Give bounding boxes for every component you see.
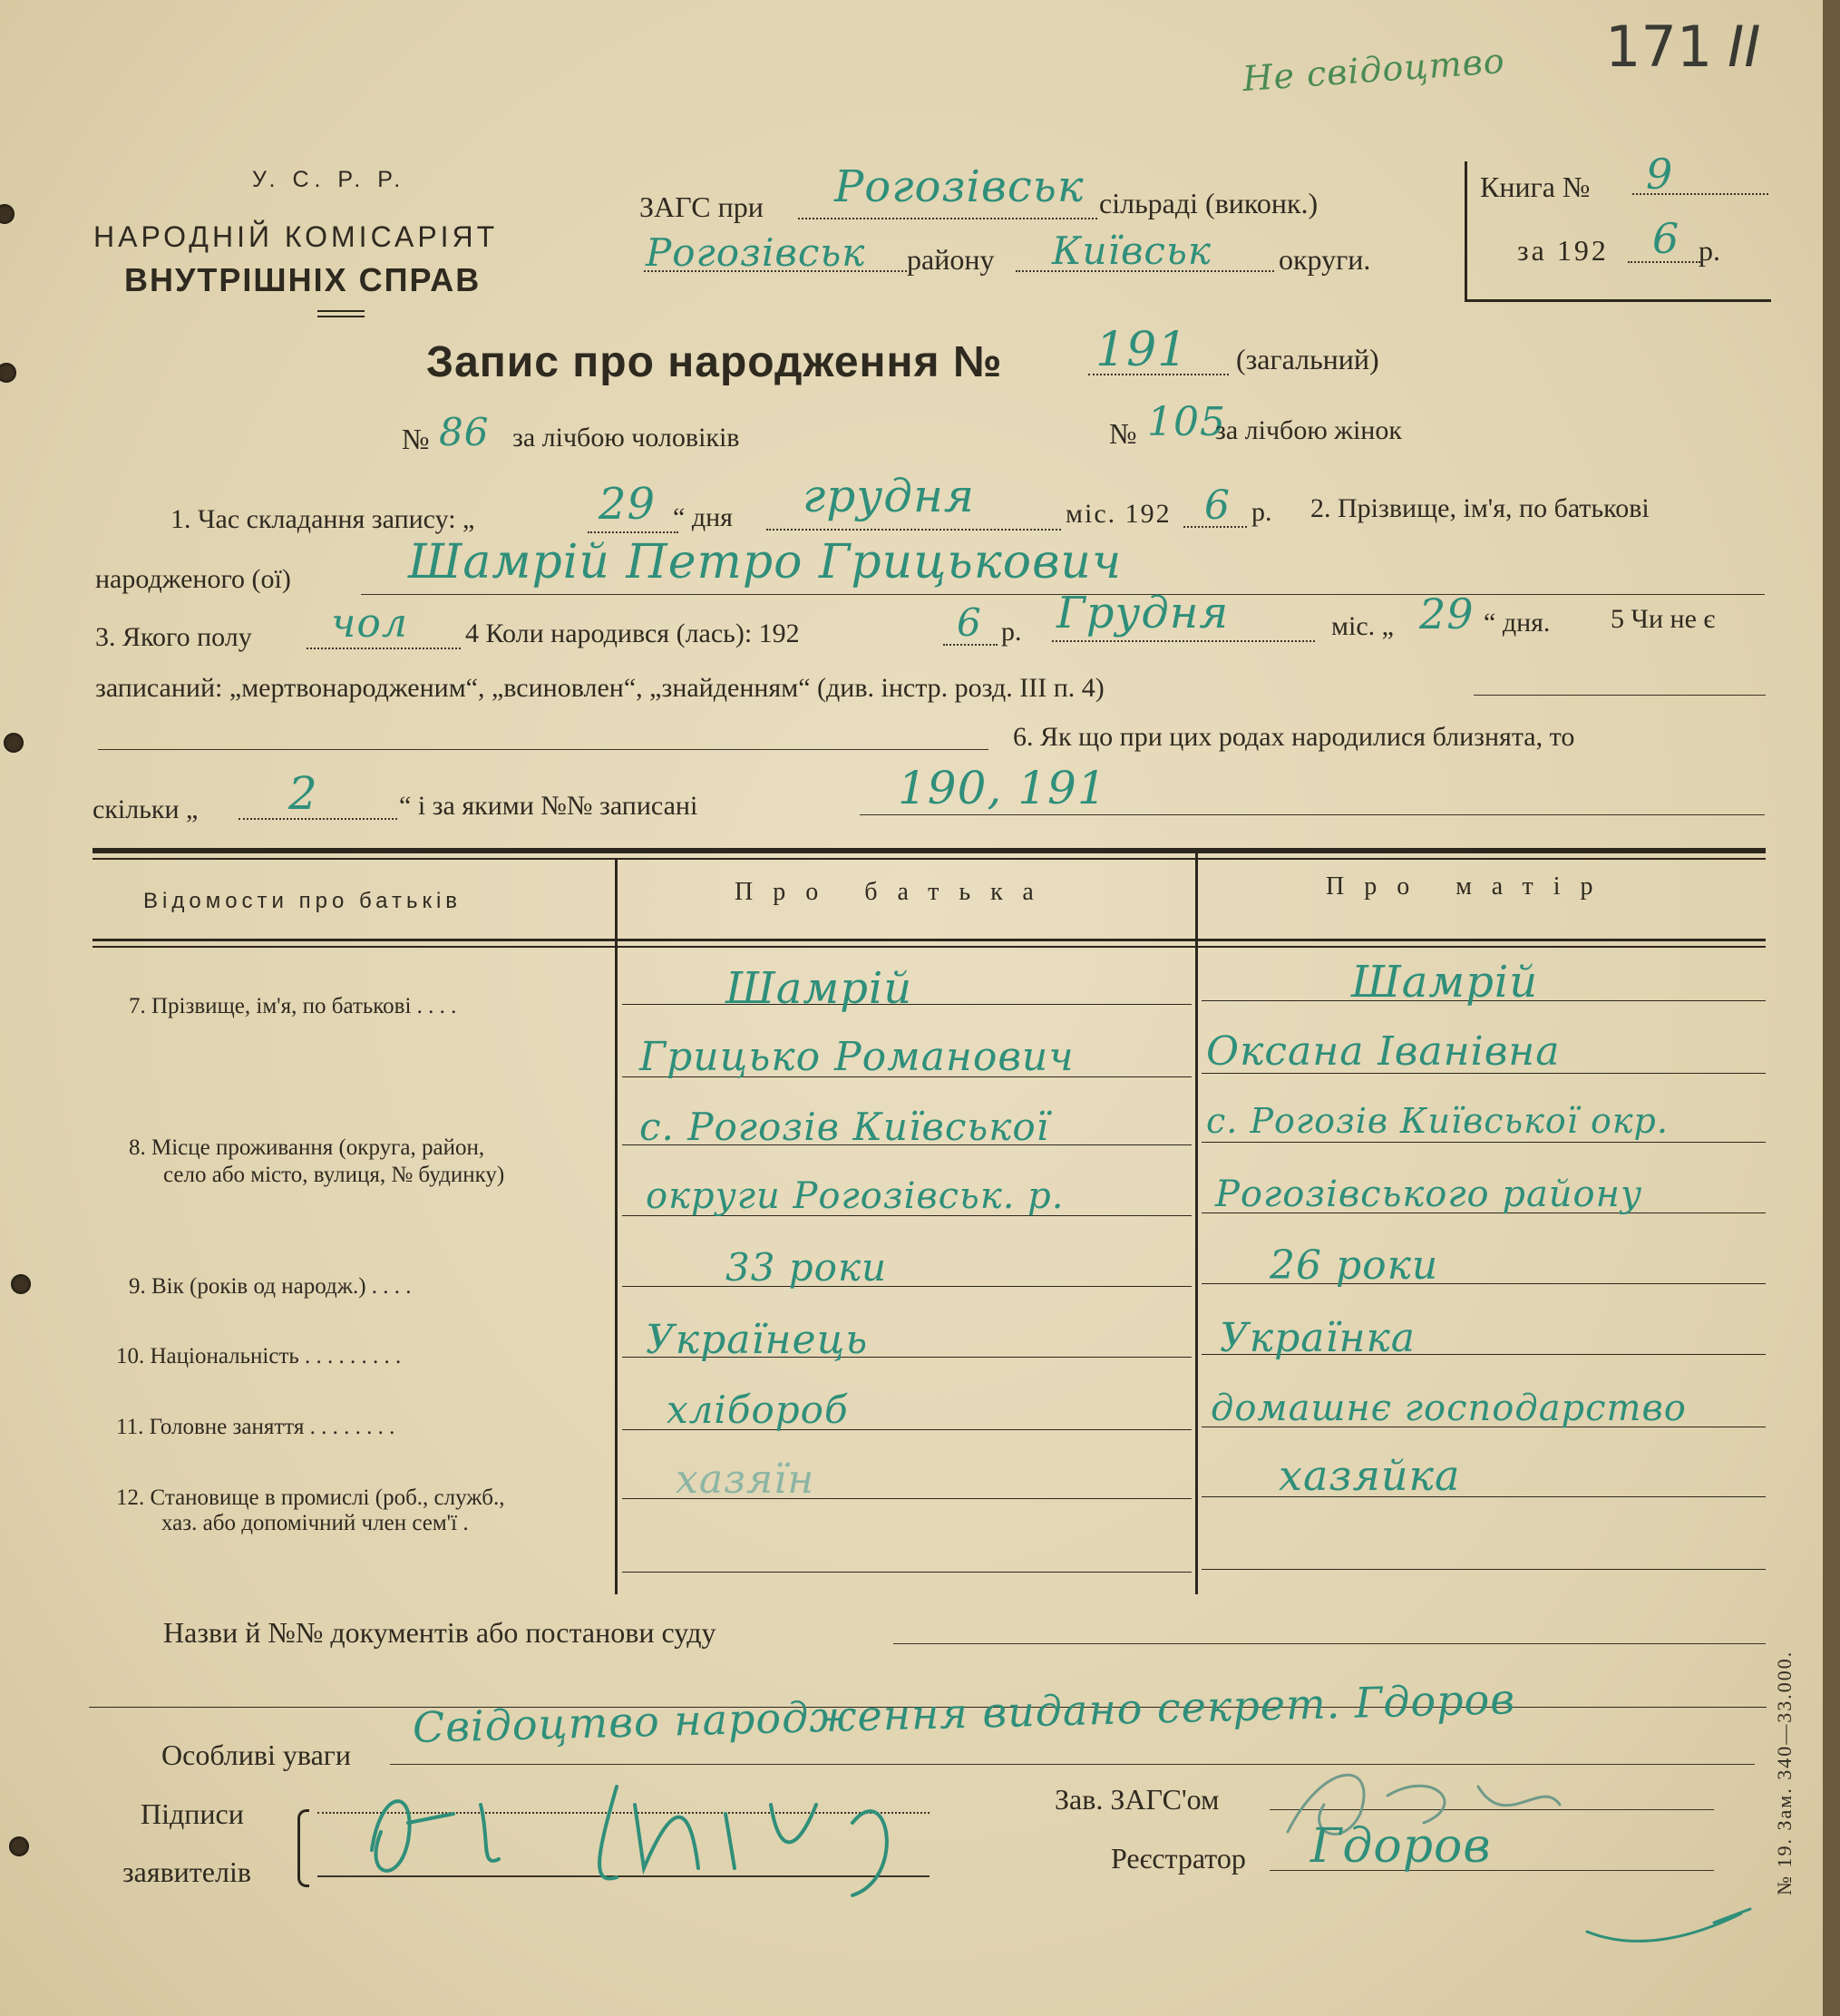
mother-name: Оксана Іванівна — [1206, 1028, 1561, 1075]
divider — [317, 316, 365, 317]
female-count: 105 — [1147, 399, 1226, 445]
f1-r: р. — [1251, 497, 1272, 527]
f3-value: чол — [331, 600, 408, 647]
f6-label: 6. Як що при цих родах народилися близнята, то — [1013, 722, 1575, 752]
f4-label: 4 Коли народився (лась): 192 — [465, 618, 800, 648]
record-title: Запис про народження № — [426, 338, 1003, 386]
binder-hole — [9, 1836, 29, 1856]
field-line — [893, 1643, 1766, 1644]
f1-month: грудня — [803, 470, 976, 522]
divider — [317, 310, 365, 312]
mother-surname: Шамрій — [1351, 957, 1539, 1008]
male-count: 86 — [439, 410, 490, 454]
head-label: Зав. ЗАГС'ом — [1055, 1783, 1220, 1816]
book-year-suffix: р. — [1699, 234, 1720, 267]
row8-label-b: село або місто, вулиця, № будинку) — [163, 1163, 505, 1187]
page-number: 171 — [1605, 14, 1713, 80]
table-top-rule — [92, 858, 1766, 860]
roman-numeral: II — [1728, 14, 1761, 80]
signatures-label-2: заявителів — [122, 1855, 251, 1888]
row11-label: 11. Головне заняття . . . . . . . . — [116, 1415, 395, 1439]
f4-mis: міс. „ — [1331, 611, 1394, 641]
father-surname: Шамрій — [725, 963, 913, 1014]
row-line — [1202, 1569, 1766, 1570]
f4-year: 6 — [957, 600, 982, 645]
zags-suffix: сільраді (виконк.) — [1099, 187, 1319, 219]
f1-mis: міс. 192 — [1066, 499, 1172, 529]
raion-value: Рогозівськ — [646, 230, 866, 275]
father-name: Грицько Романович — [639, 1034, 1075, 1080]
field-line — [798, 218, 1097, 219]
book-number: 9 — [1646, 150, 1674, 199]
field-line — [588, 531, 678, 533]
f6-label-c: “ і за якими №№ записані — [399, 791, 698, 821]
book-year-prefix: за 192 — [1517, 234, 1609, 267]
row7-label: 7. Прізвище, ім'я, по батькові . . . . — [129, 994, 457, 1018]
table-col-divider — [1195, 852, 1198, 1594]
father-nationality: Українець — [646, 1317, 869, 1363]
okruha-value: Київськ — [1052, 229, 1212, 273]
row12-label-b: хаз. або допомічний член сем'ї . — [161, 1511, 469, 1535]
mother-place-1: с. Рогозів Київської окр. — [1206, 1101, 1669, 1141]
f2-value: Шамрій Петро Грицькович — [408, 535, 1123, 589]
row8-label-a: 8. Місце проживання (округа, район, — [129, 1135, 485, 1160]
mother-occupation: домашнє господарство — [1211, 1388, 1687, 1429]
docs-label: Назви й №№ документів або постанови суду — [163, 1616, 716, 1649]
ministry-line-1: НАРОДНІЙ КОМІСАРІЯТ — [93, 220, 499, 253]
row9-label: 9. Вік (років од народж.) . . . . — [129, 1274, 412, 1299]
zags-name-value: Рогозівськ — [834, 161, 1085, 212]
row10-label: 10. Національність . . . . . . . . . — [116, 1344, 402, 1368]
f1-year: 6 — [1204, 482, 1231, 529]
row-line — [1202, 1142, 1766, 1143]
zags-prefix: ЗАГС при — [639, 190, 764, 223]
mother-status: хазяйка — [1279, 1451, 1461, 1500]
okruha-label: округи. — [1279, 243, 1371, 276]
corner-note: Не свідоцтво — [1241, 40, 1506, 100]
f4-day: 29 — [1419, 589, 1475, 638]
binder-hole — [4, 733, 24, 753]
row12-label-a: 12. Становище в промислі (роб., служб., — [116, 1485, 505, 1510]
field-line — [860, 814, 1765, 815]
signature-bracket — [297, 1809, 309, 1887]
binder-hole — [11, 1274, 31, 1294]
f4-r: р. — [1001, 617, 1022, 647]
f4-day-suffix: “ дня. — [1484, 608, 1551, 638]
female-count-prefix: № — [1109, 417, 1137, 450]
f1-day-suffix: “ дня — [673, 502, 733, 532]
book-label: Книга № — [1480, 170, 1591, 203]
father-place-1: с. Рогозів Київської — [639, 1105, 1050, 1149]
registrar-label: Реєстратор — [1111, 1842, 1246, 1875]
table-head-rule — [92, 946, 1766, 948]
f5-label-b: записаний: „мертвонародженим“, „всиновлен“, „знайденням“ (див. інстр. розд. III п. 4) — [95, 673, 1105, 703]
signatures-label-1: Підписи — [141, 1797, 244, 1830]
field-line — [1474, 695, 1766, 696]
father-place-2: округи Рогозівськ. р. — [646, 1175, 1065, 1217]
f4-month: Грудня — [1056, 588, 1230, 638]
f1-label: 1. Час складання запису: „ — [170, 504, 475, 534]
f6-count: 2 — [288, 767, 318, 820]
f6-numbers: 190, 191 — [898, 762, 1107, 814]
col-head-parents: Відомости про батьків — [143, 889, 462, 913]
mother-age: 26 роки — [1270, 1242, 1439, 1289]
field-line — [98, 749, 988, 750]
print-order-note: № 19. Зам. 340—33.000. — [1773, 1650, 1796, 1895]
row-line — [622, 1286, 1192, 1287]
father-occupation: хлібороб — [667, 1388, 849, 1432]
ministry-line-2: ВНУТРІШНІХ СПРАВ — [124, 261, 482, 298]
female-count-label: за лічбою жінок — [1215, 415, 1402, 445]
male-count-prefix: № — [402, 423, 430, 455]
table-col-divider — [615, 860, 618, 1594]
binder-hole — [0, 363, 16, 383]
signature-flourish — [1578, 1877, 1777, 1959]
f5-label: 5 Чи не є — [1611, 604, 1716, 634]
f1-day: 29 — [599, 479, 657, 530]
f2-label-b: народженого (ої) — [95, 564, 291, 594]
binder-hole — [0, 204, 15, 224]
row-line — [622, 1572, 1192, 1573]
record-number: 191 — [1095, 323, 1189, 377]
notes-value: Свідоцтво народження видано секрет. Гдоров — [412, 1674, 1516, 1752]
field-line — [766, 529, 1061, 531]
raion-label: району — [907, 243, 995, 276]
table-head-rule — [92, 939, 1766, 941]
book-box-border — [1465, 299, 1771, 302]
f3-label: 3. Якого полу — [95, 622, 252, 652]
f2-label: 2. Прізвище, ім'я, по батькові — [1310, 493, 1650, 523]
table-top-rule — [92, 848, 1766, 853]
mother-place-2: Рогозівського району — [1215, 1174, 1643, 1215]
f6-label-b: скільки „ — [92, 794, 199, 824]
state-abbrev: У. С. Р. Р. — [252, 167, 406, 192]
book-box-border — [1465, 161, 1467, 302]
male-count-label: за лічбою чоловіків — [512, 423, 740, 453]
record-number-suffix: (загальний) — [1236, 343, 1379, 375]
book-year-digit: 6 — [1652, 214, 1680, 263]
notes-label: Особливі уваги — [161, 1738, 352, 1771]
father-age: 33 роки — [725, 1245, 888, 1290]
col-head-father: Про батька — [735, 878, 1054, 906]
applicant-signature — [345, 1750, 979, 1904]
col-head-mother: Про матір — [1326, 872, 1613, 901]
field-line — [307, 648, 461, 649]
father-status: хазяїн — [676, 1456, 815, 1503]
field-line — [1052, 640, 1315, 642]
registrar-signature: Гдоров — [1310, 1819, 1492, 1874]
mother-nationality: Українка — [1220, 1315, 1417, 1361]
